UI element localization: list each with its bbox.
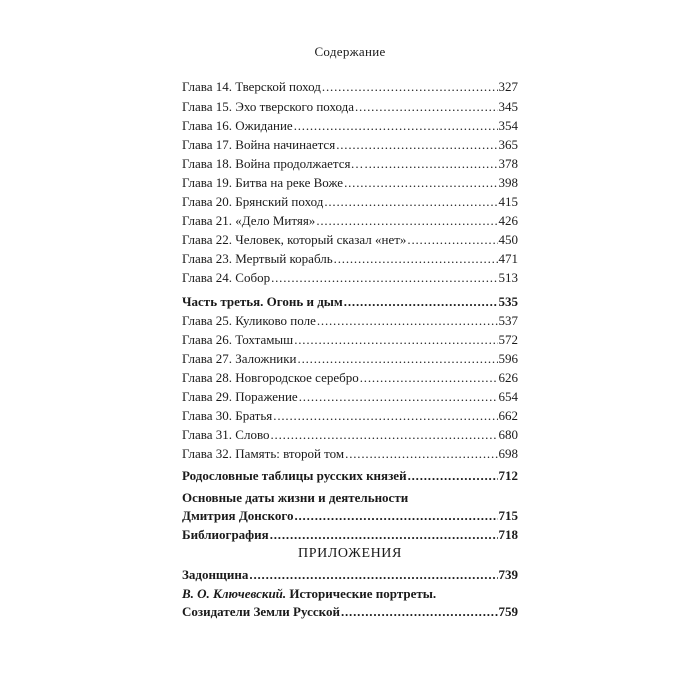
toc-bibliography-entry[interactable] xyxy=(182,526,518,544)
dot-leader xyxy=(299,388,498,406)
dot-leader xyxy=(322,78,498,96)
toc-entry-label: Глава 15. Эхо тверского похода xyxy=(182,99,354,114)
toc-entry-label: Глава 17. Война начинается xyxy=(182,137,336,152)
dot-leader xyxy=(273,407,497,425)
dot-leader xyxy=(344,293,498,311)
toc-entry-label: Глава 24. Собор xyxy=(182,270,271,285)
toc-part-heading[interactable] xyxy=(182,293,518,311)
dot-leader xyxy=(249,566,497,584)
toc-entry-page: 471 xyxy=(498,251,518,266)
toc-entry-label: Часть третья. Огонь и дым xyxy=(182,294,343,309)
toc-entry-page: 535 xyxy=(498,294,518,309)
toc-entry[interactable] xyxy=(182,388,518,406)
toc-entry[interactable] xyxy=(182,174,518,192)
toc-entry-label: Глава 18. Война продолжается… xyxy=(182,156,364,171)
toc-entry-label: Глава 31. Слово xyxy=(182,427,270,442)
dot-leader xyxy=(365,155,498,173)
toc-entry-page: 662 xyxy=(498,408,518,423)
toc-entry[interactable] xyxy=(182,136,518,154)
toc-entry-label: Глава 19. Битва на реке Воже xyxy=(182,175,344,190)
toc-entry-label: Глава 29. Поражение xyxy=(182,389,298,404)
toc-entry[interactable] xyxy=(182,78,518,96)
author-name: В. О. Ключевский. xyxy=(182,586,287,601)
toc-appendix-entry[interactable] xyxy=(182,603,518,621)
toc-entry-page: 715 xyxy=(498,508,518,523)
toc-appendix-entry[interactable] xyxy=(182,566,518,584)
toc-entry-page: 415 xyxy=(498,194,518,209)
work-title: Исторические портреты. xyxy=(286,586,437,601)
toc-entry-page: 718 xyxy=(498,527,518,542)
toc-entry-page: 398 xyxy=(498,175,518,190)
toc-entry-page: 739 xyxy=(498,567,518,582)
toc-entry[interactable] xyxy=(182,155,518,173)
toc-entry-label: Глава 32. Память: второй том xyxy=(182,446,345,461)
toc-entry-page: 426 xyxy=(498,213,518,228)
dot-leader xyxy=(407,231,497,249)
toc-entry-page: 354 xyxy=(498,118,518,133)
toc-entry-page: 596 xyxy=(498,351,518,366)
toc-entry[interactable] xyxy=(182,231,518,249)
dot-leader xyxy=(355,98,498,116)
toc-entry-page: 712 xyxy=(498,468,518,483)
toc-entry[interactable] xyxy=(182,269,518,287)
toc-entry-label: Глава 27. Заложники xyxy=(182,351,297,366)
toc-entry-label: Созидатели Земли Русской xyxy=(182,604,340,619)
toc-entry-page: 654 xyxy=(498,389,518,404)
toc-entry-page: 572 xyxy=(498,332,518,347)
dot-leader xyxy=(360,369,498,387)
dot-leader xyxy=(344,174,497,192)
toc-appendix-heading-line1[interactable] xyxy=(182,585,518,603)
dot-leader xyxy=(316,212,497,230)
toc-entry-page: 378 xyxy=(498,156,518,171)
dot-leader xyxy=(324,193,497,211)
toc-entry-page: 680 xyxy=(498,427,518,442)
toc-entry[interactable] xyxy=(182,407,518,425)
page-header: Содержание xyxy=(314,44,386,59)
dot-leader xyxy=(336,136,497,154)
toc-entry[interactable] xyxy=(182,212,518,230)
toc-entry-label: Глава 14. Тверской поход xyxy=(182,79,321,94)
dot-leader xyxy=(317,312,498,330)
toc-entry-label: Глава 26. Тохтамыш xyxy=(182,332,294,347)
toc-entry-label: Задонщина xyxy=(182,567,249,582)
toc-entry-label: Глава 30. Братья xyxy=(182,408,273,423)
toc-entry[interactable] xyxy=(182,426,518,444)
dot-leader xyxy=(271,426,498,444)
dot-leader xyxy=(345,445,497,463)
toc-genealogy-entry[interactable] xyxy=(182,467,518,485)
toc-entry-label: Глава 16. Ожидание xyxy=(182,118,293,133)
dot-leader xyxy=(334,250,498,268)
dot-leader xyxy=(408,467,498,485)
dot-leader xyxy=(294,331,497,349)
toc-entry-page: 365 xyxy=(498,137,518,152)
toc-entry-label: Глава 23. Мертвый корабль xyxy=(182,251,333,266)
appendix-heading: ПРИЛОЖЕНИЯ xyxy=(298,546,402,561)
toc-entry-label: Родословные таблицы русских князей xyxy=(182,468,407,483)
toc-entry-label: Глава 25. Куликово поле xyxy=(182,313,316,328)
toc-entry[interactable] xyxy=(182,312,518,330)
toc-entry-page: 698 xyxy=(498,446,518,461)
dot-leader xyxy=(294,507,497,525)
dot-leader xyxy=(271,269,497,287)
toc-entry-label: Дмитрия Донского xyxy=(182,508,294,523)
toc-entry-label: Глава 21. «Дело Митяя» xyxy=(182,213,316,228)
toc-entry-page: 450 xyxy=(498,232,518,247)
toc-entry[interactable] xyxy=(182,369,518,387)
toc-entry[interactable] xyxy=(182,250,518,268)
toc-entry-label: Библиография xyxy=(182,527,269,542)
toc-entry-label: Глава 22. Человек, который сказал «нет» xyxy=(182,232,407,247)
toc-entry[interactable] xyxy=(182,350,518,368)
toc-entry-page: 626 xyxy=(498,370,518,385)
toc-dates-heading-line1[interactable]: Основные даты жизни и деятельности xyxy=(182,490,409,505)
toc-entry[interactable] xyxy=(182,331,518,349)
toc-entry-label: Глава 28. Новгородское серебро xyxy=(182,370,359,385)
toc-entry-page: 537 xyxy=(498,313,518,328)
toc-entry-page: 327 xyxy=(498,79,518,94)
dot-leader xyxy=(298,350,498,368)
toc-entry[interactable] xyxy=(182,117,518,135)
dot-leader xyxy=(294,117,498,135)
toc-entry-page: 513 xyxy=(498,270,518,285)
toc-entry[interactable] xyxy=(182,98,518,116)
toc-entry-page: 345 xyxy=(498,99,518,114)
dot-leader xyxy=(341,603,498,621)
toc-entry[interactable] xyxy=(182,445,518,463)
toc-entry-label: Глава 20. Брянский поход xyxy=(182,194,324,209)
toc-dates-entry[interactable] xyxy=(182,507,518,525)
dot-leader xyxy=(270,526,498,544)
toc-entry[interactable] xyxy=(182,193,518,211)
toc-entry-page: 759 xyxy=(498,604,518,619)
